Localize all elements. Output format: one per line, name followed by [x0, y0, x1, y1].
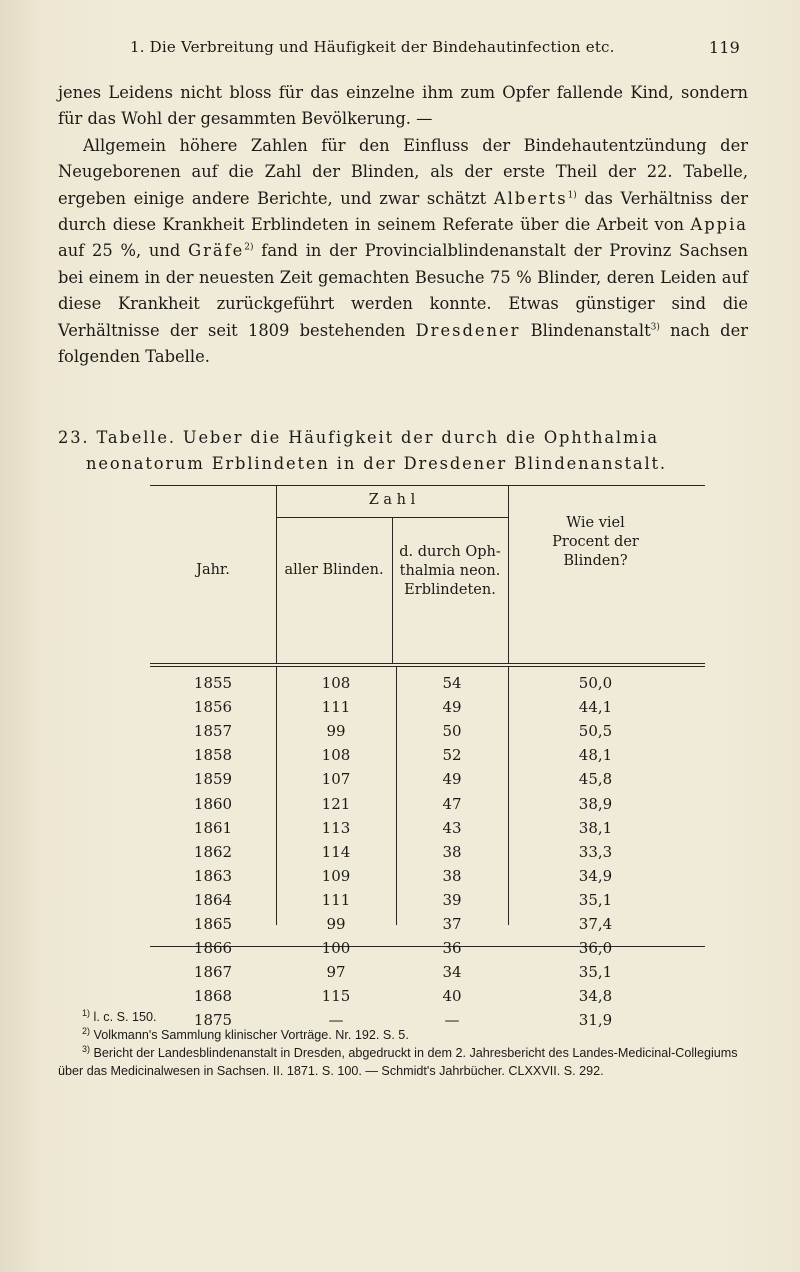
header-line: Wie viel [566, 515, 625, 531]
header-line: d. durch Oph- [399, 544, 501, 560]
cell-jahr: 1868 [193, 987, 233, 1006]
cell-procent: 31,9 [578, 1011, 613, 1030]
body-text [58, 80, 748, 370]
cell-procent: 35,1 [578, 963, 613, 982]
cell-aller-blinden: 114 [321, 842, 351, 861]
text-run: das Verhältniss der durch diese Krankheit Erblindeten in seinem Referate über die Arbeit von [58, 188, 748, 235]
author-appia: Appia [690, 215, 748, 235]
header-rule [150, 666, 705, 667]
cell-ophthalmia: 43 [442, 818, 462, 837]
cell-aller-blinden: 111 [321, 698, 351, 717]
table-top-rule [150, 485, 705, 486]
cell-aller-blinden: 99 [326, 915, 346, 933]
author-alberts: Alberts [493, 188, 568, 208]
cell-jahr: 1861 [193, 818, 233, 837]
table-caption-line-2: neonatorum Erblindeten in der Dresdener Blindenanstalt. [86, 454, 667, 473]
text-run: auf 25 %, und [58, 241, 189, 261]
cell-aller-blinden: 121 [321, 794, 351, 813]
footnote-text: Volkmann's Sammlung klinischer Vorträge. Nr. 192. S. 5. [93, 1028, 409, 1042]
cell-jahr: 1865 [193, 915, 233, 933]
paragraph-continuation: jenes Leidens nicht bloss für das einzelne ihm zum Opfer fallende Kind, sondern für das Wohl der gesammten Bevölkerung. — [58, 83, 748, 129]
cell-aller-blinden: 97 [326, 963, 346, 982]
header-line: Blinden? [563, 553, 628, 569]
header-rule [150, 663, 705, 664]
col-header-zahl: Z a h l [368, 492, 416, 508]
cell-ophthalmia: 38 [442, 842, 462, 861]
cell-ophthalmia: 37 [442, 915, 462, 933]
cell-procent: 33,3 [578, 842, 613, 861]
cell-aller-blinden: 113 [321, 818, 351, 837]
cell-aller-blinden: 115 [321, 987, 351, 1006]
cell-aller-blinden: 108 [321, 746, 351, 765]
cell-aller-blinden: 99 [326, 722, 346, 741]
cell-jahr: 1864 [193, 890, 233, 909]
cell-jahr: 1855 [193, 674, 233, 692]
table-caption-line-1: 23. Tabelle. Ueber die Häufigkeit der durch die Ophthalmia [58, 428, 659, 447]
header-line: Procent der [552, 534, 639, 550]
blindness-table [150, 485, 705, 1030]
cell-jahr: 1858 [193, 746, 233, 765]
cell-procent: 50,5 [578, 722, 613, 741]
cell-ophthalmia: 34 [442, 963, 462, 982]
cell-jahr: 1867 [193, 963, 233, 982]
cell-aller-blinden: 109 [321, 866, 351, 885]
cell-ophthalmia: 47 [442, 794, 462, 813]
cell-procent: 38,1 [578, 818, 613, 837]
cell-jahr: 1856 [193, 698, 233, 717]
cell-procent: 37,4 [578, 915, 613, 933]
footnote-ref-2: 2) [244, 243, 254, 254]
col-header-aller-blinden: aller Blinden. [284, 562, 384, 578]
header-line: thalmia neon. [399, 563, 501, 579]
footnote-ref-3: 3) [650, 322, 660, 333]
header-line: Erblindeten. [404, 582, 496, 598]
footnote-3 [58, 1044, 748, 1080]
running-head-title: 1. Die Verbreitung und Häufigkeit der Bindehautinfection etc. [130, 38, 615, 56]
cell-ophthalmia: 54 [442, 674, 462, 692]
cell-jahr: 1866 [193, 939, 233, 958]
cell-procent: 38,9 [578, 794, 613, 813]
author-graefe: Gräfe [188, 241, 245, 261]
footnote-mark: 1) [82, 1007, 91, 1018]
cell-ophthalmia: 50 [442, 722, 462, 741]
cell-jahr: 1859 [193, 770, 233, 789]
footnote-text: Bericht der Landesblindenanstalt in Dresden, abgedruckt in dem 2. Jahresbericht des Landes-Medicinal-Collegiums über das Medicinalwesen in Sachsen. II. 1871. S. 100. — Schmidt's Jahrbücher. CLXXVII. S. 292. [58, 1046, 738, 1078]
text-run: fand in der Provincialblindenanstalt der Provinz Sachsen bei einem in der neuesten Zeit gemachten Besuche 75 % Blinder, deren Leiden auf diese Krankheit zurückgeführt werden konnte. Etwas günstiger sind die Verhältnisse der seit 1809 bestehenden [58, 241, 748, 340]
cell-jahr: 1863 [193, 866, 233, 885]
text-run: nach der folgenden Tabelle. [58, 320, 748, 367]
header-divider [508, 485, 509, 663]
cell-procent: 34,9 [578, 866, 613, 885]
place-dresdener: Dresdener [415, 320, 521, 340]
col-header-jahr: Jahr. [196, 562, 230, 578]
cell-procent: 35,1 [578, 890, 613, 909]
col-header-procent [508, 514, 683, 571]
cell-ophthalmia: 38 [442, 866, 462, 885]
footnote-2 [58, 1026, 748, 1044]
footnote-mark: 3) [82, 1043, 91, 1054]
cell-ophthalmia: 40 [442, 987, 462, 1006]
cell-procent: 44,1 [578, 698, 613, 717]
footnote-text: l. c. S. 150. [93, 1010, 157, 1024]
cell-ophthalmia: 52 [442, 746, 462, 765]
cell-procent: 36,0 [578, 939, 613, 958]
footnote-mark: 2) [82, 1025, 91, 1036]
cell-aller-blinden: 111 [321, 890, 351, 909]
cell-aller-blinden: 108 [321, 674, 351, 692]
footnote-1 [58, 1008, 748, 1026]
cell-aller-blinden: 100 [321, 939, 351, 958]
cell-ophthalmia: 49 [442, 770, 462, 789]
cell-ophthalmia: — [444, 1011, 460, 1030]
paragraph-statistics [58, 133, 748, 371]
cell-procent: 48,1 [578, 746, 613, 765]
cell-jahr: 1860 [193, 794, 233, 813]
table-caption [58, 425, 748, 477]
cell-ophthalmia: 49 [442, 698, 462, 717]
text-run: Blindenanstalt [520, 320, 651, 340]
cell-jahr: 1857 [193, 722, 233, 741]
cell-aller-blinden: 107 [321, 770, 351, 789]
footnote-ref-1: 1) [567, 190, 577, 201]
cell-ophthalmia: 39 [442, 890, 462, 909]
cell-procent: 50,0 [578, 674, 613, 692]
cell-jahr: 1875 [193, 1011, 233, 1030]
col-header-ophthalmia [392, 543, 508, 600]
footnotes [58, 1008, 748, 1080]
cell-ophthalmia: 36 [442, 939, 462, 958]
cell-jahr: 1862 [193, 842, 233, 861]
cell-procent: 45,8 [578, 770, 613, 789]
cell-aller-blinden: — [328, 1011, 344, 1030]
text-run: Allgemein höhere Zahlen für den Einfluss der Bindehautentzündung der Neugeborenen auf die Zahl der Blinden, als der erste Theil der 22. Tabelle, ergeben einige andere Berichte, und zwar schätzt [58, 135, 748, 208]
page-number: 119 [708, 38, 740, 57]
cell-procent: 34,8 [578, 987, 613, 1006]
